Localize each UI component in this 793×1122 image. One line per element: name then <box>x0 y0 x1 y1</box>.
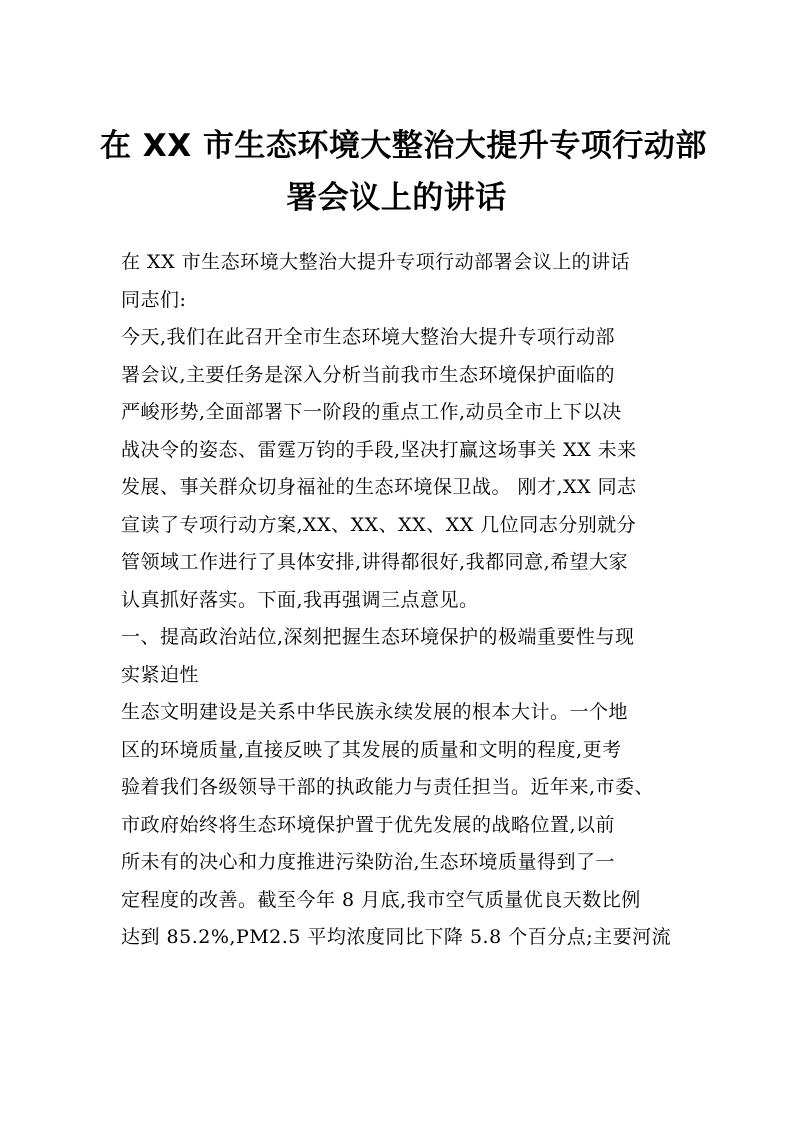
body-line: 严峻形势,全面部署下一阶段的重点工作,动员全市上下以决 <box>121 401 622 423</box>
body-line: 发展、事关群众切身福祉的生态环境保卫战。 刚才,XX 同志 <box>121 476 637 498</box>
body-line: 管领域工作进行了具体安排,讲得都很好,我都同意,希望大家 <box>121 551 629 573</box>
body-line: 战决令的姿态、雷霆万钧的手段,坚决打赢这场事关 XX 未来 <box>121 438 637 461</box>
section-heading-line: 一、提高政治站位,深刻把握生态环境保护的极端重要性与现 <box>121 626 635 648</box>
body-line: 验着我们各级领导干部的执政能力与责任担当。近年来,市委、 <box>121 776 655 798</box>
body-line: 在 XX 市生态环境大整治大提升专项行动部署会议上的讲话 <box>121 251 631 273</box>
body-line: 区的环境质量,直接反映了其发展的质量和文明的程度,更考 <box>121 738 622 761</box>
document-title <box>100 120 707 224</box>
body-line: 所未有的决心和力度推进污染防治,生态环境质量得到了一 <box>121 851 616 873</box>
body-line: 生态文明建设是关系中华民族永续发展的根本大计。一个地 <box>121 701 629 723</box>
body-line: 市政府始终将生态环境保护置于优先发展的战略位置,以前 <box>121 813 616 836</box>
section-heading-line: 实紧迫性 <box>121 663 200 686</box>
body-line: 宣读了专项行动方案,XX、XX、XX、XX 几位同志分别就分 <box>121 513 637 536</box>
title-line-2: 署会议上的讲话 <box>286 180 507 216</box>
body-line: 署会议,主要任务是深入分析当前我市生态环境保护面临的 <box>121 363 616 386</box>
title-line-1: 在 XX 市生态环境大整治大提升专项行动部 <box>100 128 707 164</box>
body-line: 认真抓好落实。下面,我再强调三点意见。 <box>121 588 479 611</box>
body-line: 达到 85.2%,PM2.5 平均浓度同比下降 5.8 个百分点;主要河流 <box>121 926 672 948</box>
body-line: 同志们: <box>121 288 187 311</box>
body-line: 定程度的改善。截至今年 8 月底,我市空气质量优良天数比例 <box>121 888 641 911</box>
body-line: 今天,我们在此召开全市生态环境大整治大提升专项行动部 <box>121 326 616 348</box>
document-body <box>121 244 683 957</box>
